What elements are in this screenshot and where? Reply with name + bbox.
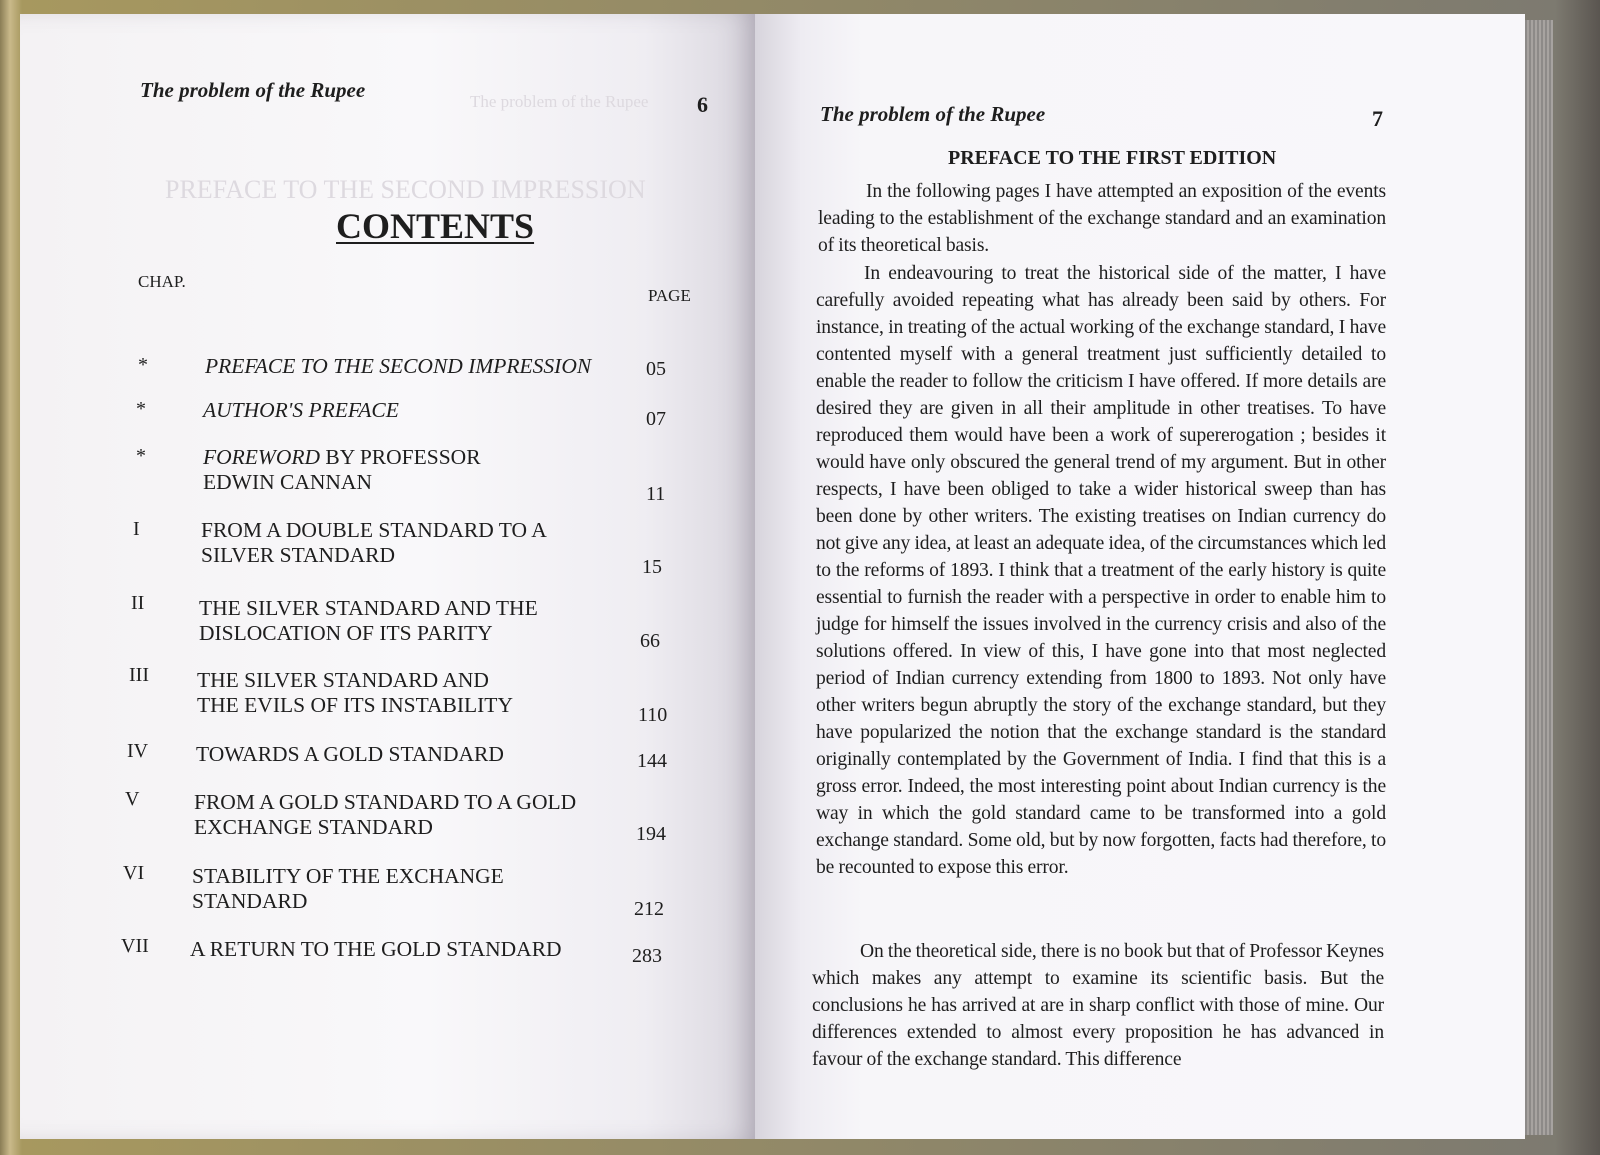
toc-title: AUTHOR'S PREFACE bbox=[203, 398, 399, 422]
bleed-through-heading: PREFACE TO THE SECOND IMPRESSION bbox=[165, 175, 646, 204]
toc-marker: VI bbox=[123, 862, 145, 884]
preface-paragraph: In the following pages I have attempted an exposition of the events leading to the establishment of the exchange standard and an examination of its theoretical basis. bbox=[818, 181, 1386, 256]
chap-column-label: CHAP. bbox=[138, 272, 186, 291]
toc-title: STABILITY OF THE EXCHANGE STANDARD bbox=[192, 864, 504, 913]
toc-marker: * bbox=[136, 445, 146, 467]
toc-marker: * bbox=[136, 398, 146, 420]
left-page-number: 6 bbox=[697, 92, 708, 117]
toc-page: 110 bbox=[638, 704, 668, 726]
toc-entry[interactable] bbox=[0, 788, 735, 858]
toc-page: 212 bbox=[634, 898, 664, 920]
toc-entry[interactable] bbox=[0, 862, 735, 932]
page-column-label: PAGE bbox=[648, 286, 691, 305]
bleed-through-text: The problem of the Rupee bbox=[470, 92, 649, 111]
toc-marker: II bbox=[131, 592, 145, 614]
toc-title: FROM A GOLD STANDARD TO A GOLD EXCHANGE STANDARD bbox=[194, 790, 577, 839]
toc-marker: I bbox=[133, 518, 140, 540]
toc-entry[interactable] bbox=[0, 592, 735, 662]
page-edges bbox=[1525, 20, 1553, 1135]
toc-title: PREFACE TO THE SECOND IMPRESSION bbox=[205, 354, 592, 378]
toc-page: 15 bbox=[642, 556, 662, 578]
left-running-head: The problem of the Rupee bbox=[140, 78, 366, 102]
toc-page: 66 bbox=[640, 630, 660, 652]
toc-marker: VII bbox=[121, 935, 149, 957]
right-running-head: The problem of the Rupee bbox=[820, 102, 1046, 126]
toc-title: THE SILVER STANDARD AND THE EVILS OF ITS INSTABILITY bbox=[197, 668, 513, 717]
toc-marker: V bbox=[125, 788, 140, 810]
preface-paragraph: On the theoretical side, there is no book but that of Professor Keynes which makes any attempt to examine its scientific basis. But the conclusions he has arrived at are in sharp conflict with those of mine. Our differences extended to almost every proposition he has advanced in favour of the exchange standard. This difference bbox=[812, 941, 1384, 1070]
toc-marker: IV bbox=[127, 740, 149, 762]
toc-page: 05 bbox=[646, 358, 666, 380]
toc-page: 283 bbox=[632, 945, 662, 967]
toc-title: TOWARDS A GOLD STANDARD bbox=[196, 742, 504, 766]
toc-title-rest: BY PROFESSOR EDWIN CANNAN bbox=[203, 445, 481, 494]
preface-heading: PREFACE TO THE FIRST EDITION bbox=[948, 147, 1277, 169]
toc-title-italic: FOREWORD bbox=[203, 445, 321, 469]
toc-page: 194 bbox=[636, 823, 666, 845]
toc-entry[interactable] bbox=[0, 445, 735, 515]
toc-entry[interactable] bbox=[0, 664, 735, 734]
toc-page: 07 bbox=[646, 408, 666, 430]
contents-title: CONTENTS bbox=[336, 206, 535, 246]
toc-title: A RETURN TO THE GOLD STANDARD bbox=[190, 937, 562, 961]
toc-title: FROM A DOUBLE STANDARD TO A SILVER STANDARD bbox=[201, 518, 546, 567]
preface-paragraph: In endeavouring to treat the historical side of the matter, I have carefully avoided repeating what has already been said by others. For instance, in treating of the actual working of the exchange standard, I have contented myself with a general treatment just sufficiently detailed to enable the reader to follow the criticism I have offered. If more details are desired they are given in all their amplitude in other treatises. To have reproduced them would have been a work of supererogation ; besides it would have only obscured the general trend of my argument. But in other respects, I have been obliged to take a wider historical sweep than has been done by other writers. The existing treatises on Indian currency do not give any idea, at least an adequate idea, of the circumstances which led to the reforms of 1893. I think that a treatment of the early history is quite essential to furnish the reader with a perspective in order to enable him to judge for himself the issues involved in the currency crisis and also of the solutions offered. In view of this, I have gone into that most neglected period of Indian currency extending from 1800 to 1893. Not only have other writers begun abruptly the story of the exchange standard, but they have popularized the notion that the exchange standard is the standard originally contemplated by the Government of India. I find that this is a gross error. Indeed, the most interesting point about Indian currency is the way in which the gold standard came to be transformed into a gold exchange standard. Some old, but by now forgotten, facts had therefore, to be recounted to expose this error. bbox=[816, 263, 1386, 878]
toc-page: 144 bbox=[637, 750, 667, 772]
toc-marker: III bbox=[129, 664, 149, 686]
toc-marker: * bbox=[138, 354, 148, 376]
toc-title: THE SILVER STANDARD AND THE DISLOCATION OF ITS PARITY bbox=[199, 596, 538, 645]
toc-entry[interactable] bbox=[0, 518, 735, 588]
toc-entry[interactable] bbox=[0, 935, 735, 1005]
right-page-number: 7 bbox=[1372, 106, 1383, 131]
toc-title bbox=[203, 445, 503, 495]
toc-page: 11 bbox=[646, 483, 666, 505]
